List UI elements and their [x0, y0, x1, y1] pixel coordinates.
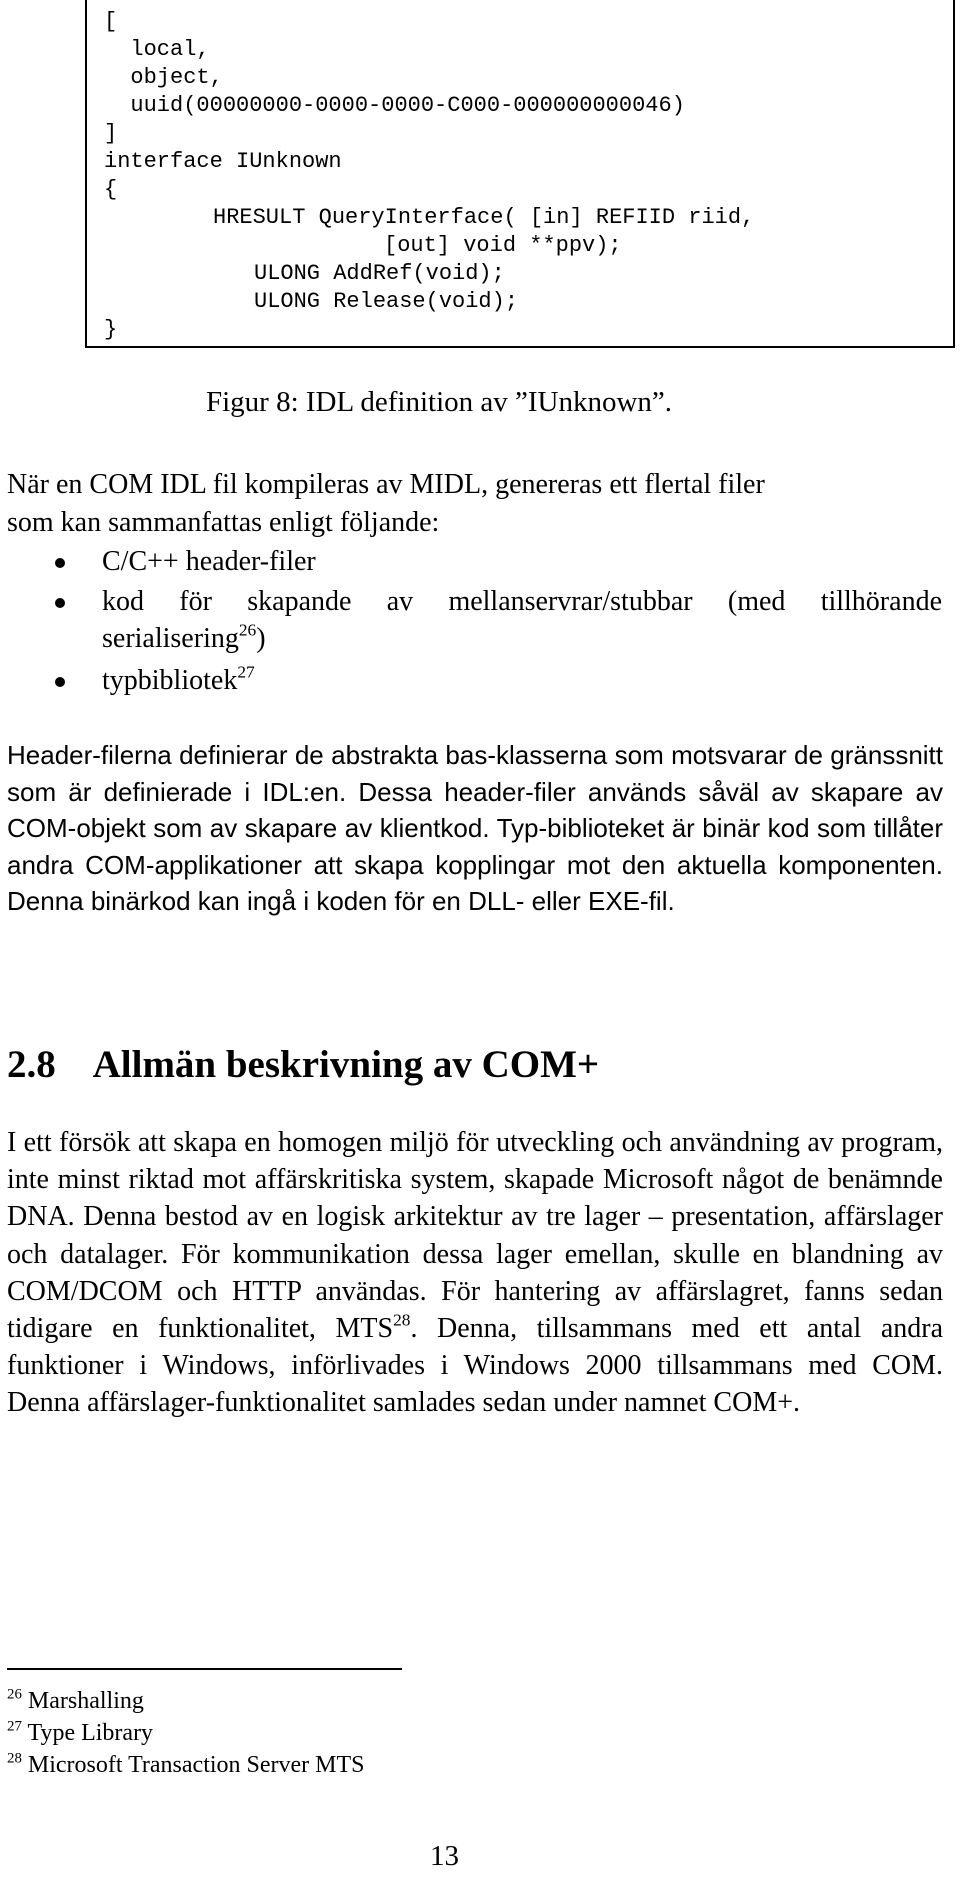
code-line: [out] void **ppv); — [384, 233, 622, 258]
page-number: 13 — [430, 1840, 459, 1872]
bullet-icon — [55, 598, 65, 608]
section-title: Allmän beskrivning av COM+ — [92, 1043, 600, 1086]
code-line: interface IUnknown — [104, 149, 342, 174]
footnote: $^{28}$ Microsoft Transaction Server MTS — [7, 1750, 365, 1778]
figure-caption: Figur 8: IDL definition av ”IUnknown”. — [206, 386, 673, 418]
code-listing — [85, 0, 955, 348]
code-line: ] — [104, 121, 118, 146]
header-files-paragraph: Header-filerna definierar de abstrakta bas-klasserna som motsvarar de gränssnitt som är definierade i IDL:en. Dessa header-filer används såväl av skapare av COM-objekt som av skapare av klientkod. Typ-biblioteket är binär kod som tillåter andra COM-applikationer att skapa kopplingar mot den aktuella komponenten. Denna binärkod kan ingå i koden för en DLL- eller EXE-fil. — [7, 740, 943, 917]
code-line: local, — [104, 37, 210, 62]
bullet-icon — [55, 558, 65, 568]
footnote-ref: 26 — [238, 620, 257, 640]
code-line: ULONG AddRef(void); — [254, 261, 505, 286]
section-number: 2.8 — [7, 1043, 56, 1086]
list-item-text: typbibliotek$^{27}$ — [102, 662, 255, 696]
footnote: $^{26}$ Marshalling — [7, 1686, 144, 1714]
bullet-icon — [55, 677, 65, 687]
footnote-ref: 28 — [393, 1310, 411, 1330]
list-item-text: C/C++ header-filer — [102, 546, 316, 577]
footnote-separator — [7, 1668, 402, 1670]
code-line: [ — [104, 9, 118, 34]
code-line: } — [104, 317, 118, 342]
footnote-ref: 27 — [237, 662, 255, 682]
code-line: HRESULT QueryInterface( [in] REFIID riid, — [213, 205, 755, 230]
complus-paragraph: I ett försök att skapa en homogen miljö för utveckling och användning av program, inte minst riktad mot affärskritiska system, skapade Microsoft något de benämnde DNA. Denna bestod av en logisk arkitektur av tre lager – presentation, affärslager och datalager. För kommunikation dessa lager emellan, skulle en blandning av COM/DCOM och HTTP användas. För hantering av affärslagret, fanns sedan tidigare en funktionalitet, MTS$^{28}$. Denna, tillsammans med ett antal andra funktioner i Windows, införlivades i Windows 2000 tillsammans med COM. Denna affärslager-funktionalitet samlades sedan under namnet COM+. — [7, 1127, 944, 1419]
code-line: ULONG Release(void); — [254, 289, 519, 314]
code-line: object, — [104, 65, 223, 90]
code-line: { — [104, 177, 118, 202]
list-item-text: kod för skapande av mellanservrar/stubbar (med tillhörande serialisering$^{26}$) — [102, 586, 942, 654]
intro-line-1: När en COM IDL fil kompileras av MIDL, genereras ett flertal filer — [7, 469, 765, 500]
footnote: $^{27}$ Type Library — [7, 1718, 154, 1746]
intro-line-2: som kan sammanfattas enligt följande: — [7, 507, 440, 538]
code-line: uuid(00000000-0000-0000-C000-000000000046) — [104, 93, 685, 118]
section-heading — [7, 1042, 599, 1087]
